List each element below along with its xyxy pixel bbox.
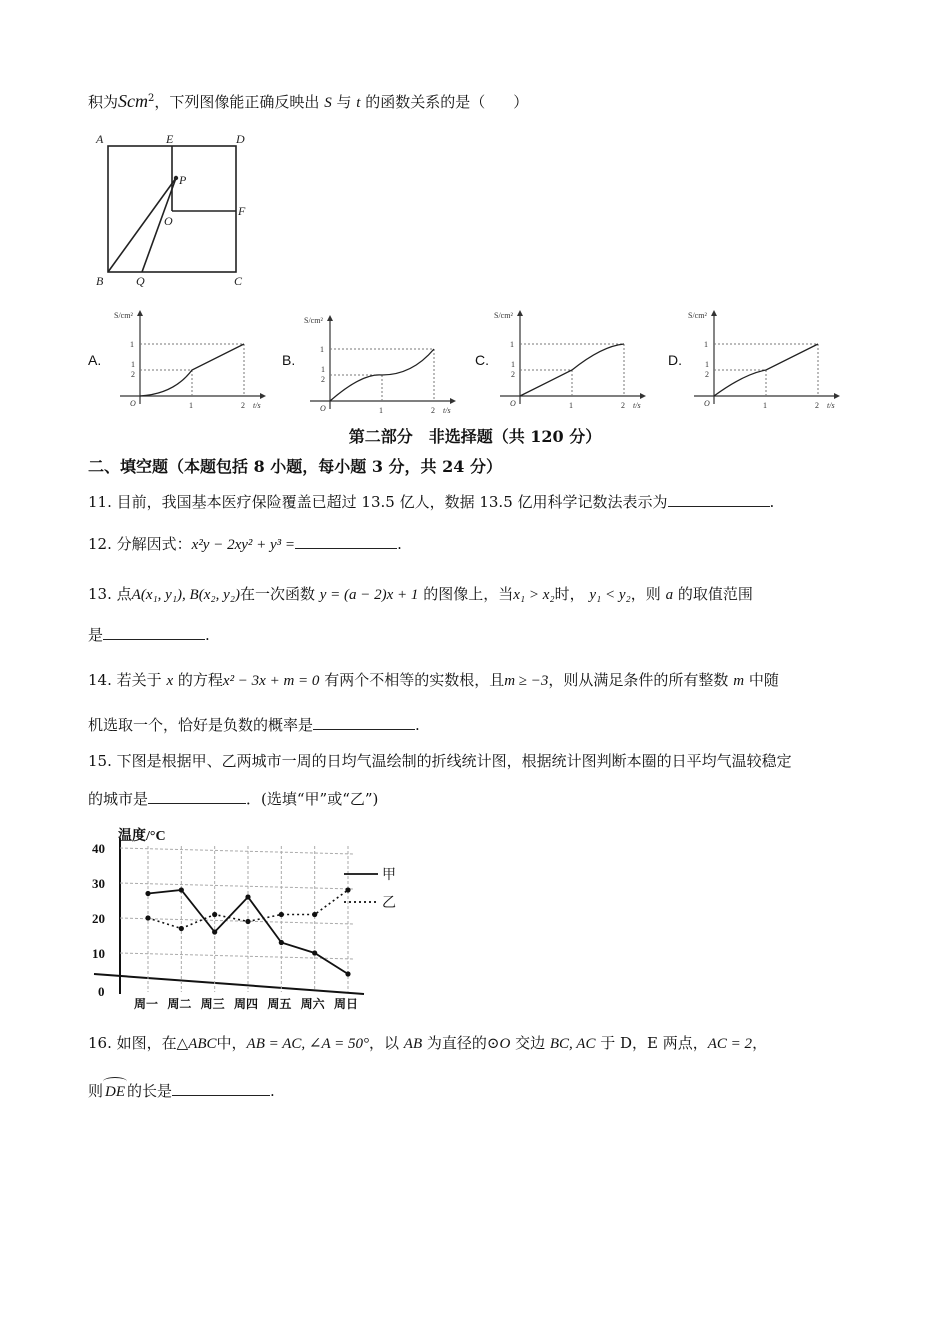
chart-category-label: 周五 — [267, 997, 292, 1011]
chart-point — [179, 887, 184, 892]
chart-point — [345, 971, 350, 976]
label-e: E — [166, 132, 174, 146]
legend-label: 甲 — [382, 868, 396, 883]
svg-text:2: 2 — [321, 375, 325, 384]
chart-ytick-label: 30 — [92, 876, 105, 891]
question-14: 14. 若关于 x 的方程x² − 3x + m = 0 有两个不相等的实数根，且m ≥ −3，则从满足条件的所有整数 m 中随 — [88, 671, 779, 689]
svg-text:t/s: t/s — [827, 401, 835, 410]
chart-point — [312, 950, 317, 955]
chart-point — [212, 912, 217, 917]
chart-ytick-label: 0 — [98, 984, 105, 999]
svg-text:S/cm²: S/cm² — [494, 311, 513, 320]
svg-text:t/s: t/s — [443, 406, 451, 415]
svg-text:1: 1 — [511, 360, 515, 369]
svg-text:1: 1 — [131, 360, 135, 369]
option-c-label: C. — [475, 352, 489, 368]
chart-point — [212, 929, 217, 934]
s-axis-label: S/cm² — [114, 311, 133, 320]
answer-blank-12[interactable] — [295, 533, 397, 549]
svg-text:O: O — [130, 399, 136, 408]
svg-text:1: 1 — [704, 340, 708, 349]
label-f: F — [238, 204, 246, 218]
label-b: B — [96, 274, 104, 288]
svg-text:2: 2 — [431, 406, 435, 415]
chart-point — [279, 940, 284, 945]
svg-text:O: O — [320, 404, 326, 413]
point-p — [174, 176, 178, 180]
svg-text:2: 2 — [511, 370, 515, 379]
svg-text:O: O — [510, 399, 516, 408]
option-a-label: A. — [88, 352, 102, 368]
temperature-line-chart — [86, 812, 416, 1012]
option-b-label: B. — [282, 352, 296, 368]
question-16: 16. 如图，在△ABC中，AB = AC, ∠A = 50°，以 AB 为直径的⊙O 交边 BC, AC 于 D，E 两点，AC = 2， — [88, 1034, 768, 1052]
chart-title: 温度/°C — [118, 829, 166, 844]
q10-text: 积为Scm$^2$，下列图像能正确反映出 S 与 t 的函数关系的是（ ） — [88, 91, 529, 111]
question-14-line2: 机选取一个，恰好是负数的概率是 . — [88, 716, 420, 734]
svg-text:t/s: t/s — [633, 401, 641, 410]
answer-blank-11[interactable] — [668, 491, 770, 507]
chart-point — [245, 894, 250, 899]
svg-text:O: O — [704, 399, 710, 408]
question-13: 13. 点A(x₁, y₁), B(x₂, y₂)在一次函数 y = (a − 2)x + 1 的图像上，当x₁ > x₂时， y₁ < y₂，则 a 的取值范围 — [88, 585, 753, 603]
label-o: O — [164, 214, 173, 228]
answer-blank-14[interactable] — [313, 714, 415, 730]
question-15: 15. 下图是根据甲、乙两城市一周的日均气温绘制的折线统计图，根据统计图判断本圈的日平均气温较稳定 — [88, 752, 792, 770]
part-two-title: 第二部分 非选择题（共 120 分） — [348, 427, 602, 446]
label-a: A — [96, 132, 104, 146]
square-figure — [90, 126, 260, 291]
graph-option-b — [300, 313, 465, 423]
svg-text:2: 2 — [705, 370, 709, 379]
svg-text:2: 2 — [241, 401, 245, 410]
chart-category-label: 周六 — [300, 997, 325, 1011]
chart-ytick-label: 10 — [92, 946, 105, 961]
svg-text:1: 1 — [379, 406, 383, 415]
legend-label: 乙 — [382, 896, 396, 911]
question-15-line2: 的城市是 ．(选填“甲”或“乙”) — [88, 790, 379, 808]
svg-text:1: 1 — [705, 360, 709, 369]
chart-ytick-label: 40 — [92, 841, 105, 856]
question-12: 12. 分解因式：x²y − 2xy² + y³ = . — [88, 535, 402, 553]
answer-blank-16[interactable] — [172, 1080, 270, 1096]
answer-blank-13[interactable] — [103, 624, 205, 640]
answer-blank-15[interactable] — [148, 788, 246, 804]
chart-point — [312, 912, 317, 917]
option-d-label: D. — [668, 352, 682, 368]
svg-text:2: 2 — [815, 401, 819, 410]
question-16-line2: 则 DE 的长是 . — [88, 1080, 275, 1103]
section-two-title: 二、填空题（本题包括 8 小题，每小题 3 分，共 24 分） — [88, 457, 502, 476]
question-13-line2: 是 . — [88, 626, 210, 644]
svg-text:t/s: t/s — [253, 401, 261, 410]
svg-text:1: 1 — [321, 365, 325, 374]
svg-text:2: 2 — [621, 401, 625, 410]
label-c: C — [234, 274, 243, 288]
svg-text:1: 1 — [130, 340, 134, 349]
svg-text:1: 1 — [189, 401, 193, 410]
chart-ytick-label: 20 — [92, 911, 105, 926]
graph-option-d — [684, 308, 849, 418]
svg-text:1: 1 — [510, 340, 514, 349]
graph-option-a — [110, 308, 275, 418]
svg-text:2: 2 — [131, 370, 135, 379]
label-d: D — [236, 132, 245, 146]
chart-point — [279, 912, 284, 917]
chart-point — [145, 915, 150, 920]
graph-option-c — [490, 308, 655, 418]
question-11: 11. 目前，我国基本医疗保险覆盖已超过 13.5 亿人，数据 13.5 亿用科学记数法表示为 . — [88, 493, 775, 511]
area-unit: Scm — [118, 91, 149, 111]
arc-de: DE — [103, 1081, 127, 1103]
label-q: Q — [136, 274, 145, 288]
label-p: P — [179, 173, 187, 187]
chart-category-label: 周日 — [334, 997, 359, 1011]
chart-point — [245, 919, 250, 924]
svg-text:1: 1 — [320, 345, 324, 354]
chart-category-label: 周二 — [167, 997, 192, 1011]
svg-text:S/cm²: S/cm² — [688, 311, 707, 320]
chart-point — [179, 926, 184, 931]
svg-text:1: 1 — [763, 401, 767, 410]
chart-category-label: 周一 — [134, 997, 159, 1011]
chart-point — [145, 891, 150, 896]
svg-text:1: 1 — [569, 401, 573, 410]
chart-point — [345, 887, 350, 892]
svg-text:S/cm²: S/cm² — [304, 316, 323, 325]
chart-category-label: 周三 — [200, 997, 225, 1011]
chart-category-label: 周四 — [234, 997, 259, 1011]
